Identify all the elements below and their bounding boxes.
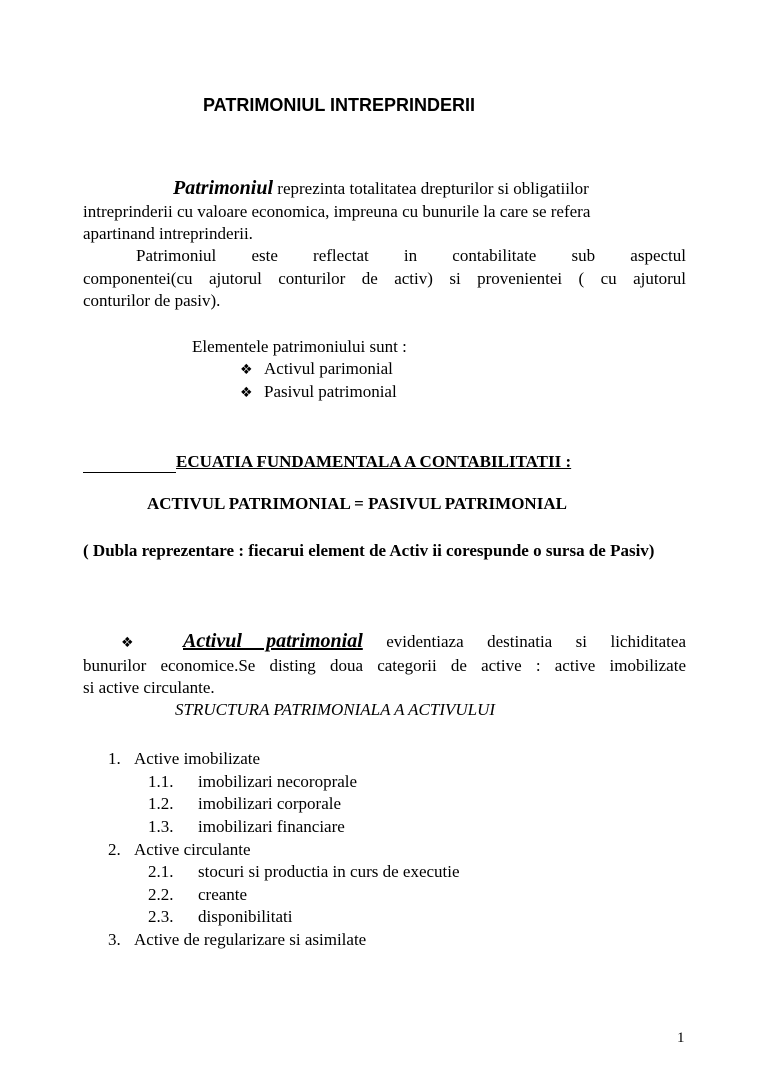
- intro-line-1-rest: reprezinta totalitatea drepturilor si obligatiilor: [277, 179, 589, 198]
- elements-item-label: Pasivul patrimonial: [264, 382, 397, 401]
- reflect-line-2: componentei(cu ajutorul conturilor de activ) si provenientei ( cu ajutorul: [83, 268, 686, 288]
- activ-line-1-rest: evidentiaza destinatia si lichiditatea: [386, 632, 686, 651]
- reflect-line-1: Patrimoniul este reflectat in contabilitate sub aspectul: [136, 246, 686, 265]
- list-item: 2.2. creante: [148, 885, 248, 904]
- list-item: 3. Active de regularizare si asimilate: [108, 930, 367, 949]
- diamond-bullet-icon: ❖: [240, 385, 253, 401]
- activ-paragraph: [83, 630, 686, 700]
- activ-line-3: si active circulante.: [83, 678, 215, 697]
- list-item: 2.3. disponibilitati: [148, 907, 293, 926]
- intro-line-1: [83, 177, 686, 201]
- intro-line-3: apartinand intreprinderii.: [83, 224, 253, 243]
- page-number: 1: [677, 1030, 685, 1046]
- list-item: 1.1. imobilizari necoroprale: [148, 772, 358, 791]
- elements-heading: Elementele patrimoniului sunt :: [192, 337, 407, 356]
- elements-item: [240, 358, 393, 381]
- elements-item-label: Activul parimonial: [264, 359, 393, 378]
- reflect-line-3: conturilor de pasiv).: [83, 291, 221, 310]
- activ-line-2: bunurilor economice.Se disting doua categorii de active : active imobilizate: [83, 655, 686, 675]
- equation-heading-row: [83, 451, 571, 473]
- activ-line-1: [83, 630, 686, 655]
- equation-note: ( Dubla reprezentare : fiecarui element de Activ ii corespunde o sursa de Pasiv): [83, 541, 655, 560]
- activ-term: Activul patrimonial: [183, 630, 363, 652]
- intro-paragraph: [83, 177, 686, 246]
- list-item: 1.3. imobilizari financiare: [148, 817, 345, 836]
- elements-item: [240, 381, 397, 404]
- equation-heading: ECUATIA FUNDAMENTALA A CONTABILITATII :: [176, 452, 572, 471]
- diamond-bullet-icon: ❖: [240, 362, 253, 378]
- page-title: PATRIMONIUL INTREPRINDERII: [203, 95, 476, 115]
- list-item: 2. Active circulante: [108, 840, 251, 859]
- equation-formula: ACTIVUL PATRIMONIAL = PASIVUL PATRIMONIAL: [147, 494, 567, 513]
- intro-line-2: intreprinderii cu valoare economica, impreuna cu bunurile la care se refera: [83, 201, 591, 221]
- diamond-bullet-icon: ❖: [121, 635, 134, 651]
- reflect-paragraph: [83, 245, 686, 313]
- list-item: 1.2. imobilizari corporale: [148, 794, 342, 813]
- heading-underline-rule: [83, 455, 176, 473]
- intro-term: Patrimoniul: [173, 177, 274, 199]
- structure-title: STRUCTURA PATRIMONIALA A ACTIVULUI: [175, 700, 496, 719]
- list-item: 1. Active imobilizate: [108, 749, 261, 768]
- list-item: 2.1. stocuri si productia in curs de executie: [148, 862, 460, 881]
